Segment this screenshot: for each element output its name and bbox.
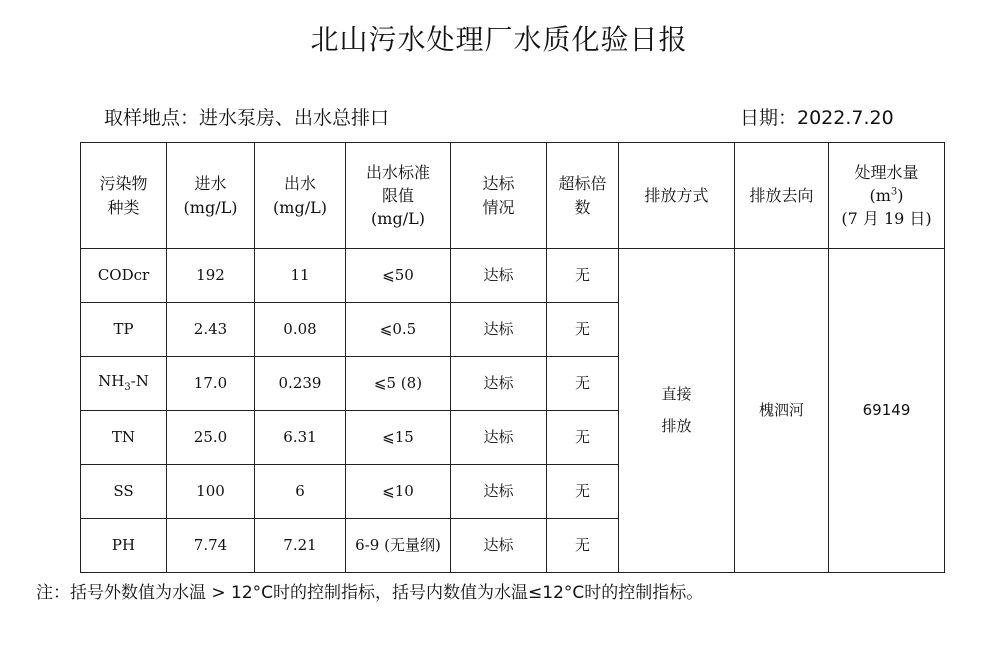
outflow-value: 6 [255, 465, 346, 519]
header-volume-unit-sup: 3 [890, 186, 898, 198]
discharge-method-cell [619, 249, 735, 573]
header-outflow [255, 143, 346, 249]
status-value: 达标 [451, 411, 547, 465]
exceed-value: 无 [547, 519, 619, 573]
header-volume-unit-base: (m [869, 185, 891, 205]
water-quality-table [80, 142, 945, 573]
outflow-value: 6.31 [255, 411, 346, 465]
report-title: 北山污水处理厂水质化验日报 [310, 23, 688, 56]
header-volume [829, 143, 945, 249]
header-inflow-line2: (mg/L) [183, 197, 238, 217]
exceed-value: 无 [547, 303, 619, 357]
pollutant-name: CODcr [81, 249, 167, 303]
pollutant-name: TP [81, 303, 167, 357]
discharge-destination-cell: 槐泗河 [735, 249, 829, 573]
header-pollutant [81, 143, 167, 249]
footnote: 注：括号外数值为水温 > 12°C时的控制指标，括号内数值为水温≤12°C时的控制指标。 [36, 583, 704, 603]
header-pollutant-line2: 种类 [107, 197, 140, 217]
header-discharge-dest: 排放去向 [735, 143, 829, 249]
limit-value: ⩽0.5 [346, 303, 451, 357]
outflow-value: 7.21 [255, 519, 346, 573]
pollutant-name [81, 357, 167, 411]
header-volume-line1: 处理水量 [854, 162, 919, 182]
sampling-location: 取样地点：进水泵房、出水总排口 [104, 107, 390, 129]
inflow-value: 2.43 [167, 303, 255, 357]
exceed-value: 无 [547, 465, 619, 519]
exceed-value: 无 [547, 411, 619, 465]
pollutant-name: SS [81, 465, 167, 519]
header-discharge-method: 排放方式 [619, 143, 735, 249]
pollutant-name: PH [81, 519, 167, 573]
limit-value: 6-9 (无量纲) [346, 519, 451, 573]
header-volume-unit-close: ) [897, 185, 904, 205]
outflow-value: 11 [255, 249, 346, 303]
header-limit [346, 143, 451, 249]
header-inflow-line1: 进水 [194, 174, 227, 194]
pollutant-name-sub: 3 [124, 382, 131, 394]
table-header-row [81, 143, 945, 249]
status-value: 达标 [451, 465, 547, 519]
limit-value: ⩽50 [346, 249, 451, 303]
header-pollutant-line1: 污染物 [99, 174, 148, 194]
status-value: 达标 [451, 357, 547, 411]
header-limit-line1: 出水标准 [365, 162, 430, 182]
status-value: 达标 [451, 519, 547, 573]
header-compliance-line1: 达标 [482, 174, 515, 194]
header-limit-line3: (mg/L) [371, 209, 425, 229]
header-outflow-line2: (mg/L) [273, 197, 327, 217]
header-exceed-line2: 数 [574, 197, 591, 217]
inflow-value: 7.74 [167, 519, 255, 573]
inflow-value: 17.0 [167, 357, 255, 411]
header-exceed-line1: 超标倍 [558, 174, 607, 194]
pollutant-name-tail: -N [130, 372, 149, 391]
header-inflow [167, 143, 255, 249]
inflow-value: 25.0 [167, 411, 255, 465]
treated-volume-cell: 69149 [829, 249, 945, 573]
inflow-value: 192 [167, 249, 255, 303]
header-compliance [451, 143, 547, 249]
pollutant-name: TN [81, 411, 167, 465]
limit-value: ⩽5 (8) [346, 357, 451, 411]
discharge-method-line1: 直接 [661, 384, 692, 403]
exceed-value: 无 [547, 357, 619, 411]
outflow-value: 0.239 [255, 357, 346, 411]
header-outflow-line1: 出水 [283, 174, 316, 194]
discharge-method-spacer [619, 406, 734, 416]
outflow-value: 0.08 [255, 303, 346, 357]
exceed-value: 无 [547, 249, 619, 303]
table-row [81, 249, 945, 303]
inflow-value: 100 [167, 465, 255, 519]
status-value: 达标 [451, 249, 547, 303]
header-compliance-line2: 情况 [482, 197, 515, 217]
pollutant-name-base: NH [98, 372, 125, 391]
header-exceed [547, 143, 619, 249]
limit-value: ⩽15 [346, 411, 451, 465]
header-limit-line2: 限值 [381, 185, 414, 205]
report-date: 日期：2022.7.20 [740, 107, 894, 129]
header-volume-unit [829, 184, 944, 207]
limit-value: ⩽10 [346, 465, 451, 519]
status-value: 达标 [451, 303, 547, 357]
header-volume-date: (7 月 19 日) [841, 209, 932, 229]
discharge-method-line2: 排放 [661, 416, 692, 435]
